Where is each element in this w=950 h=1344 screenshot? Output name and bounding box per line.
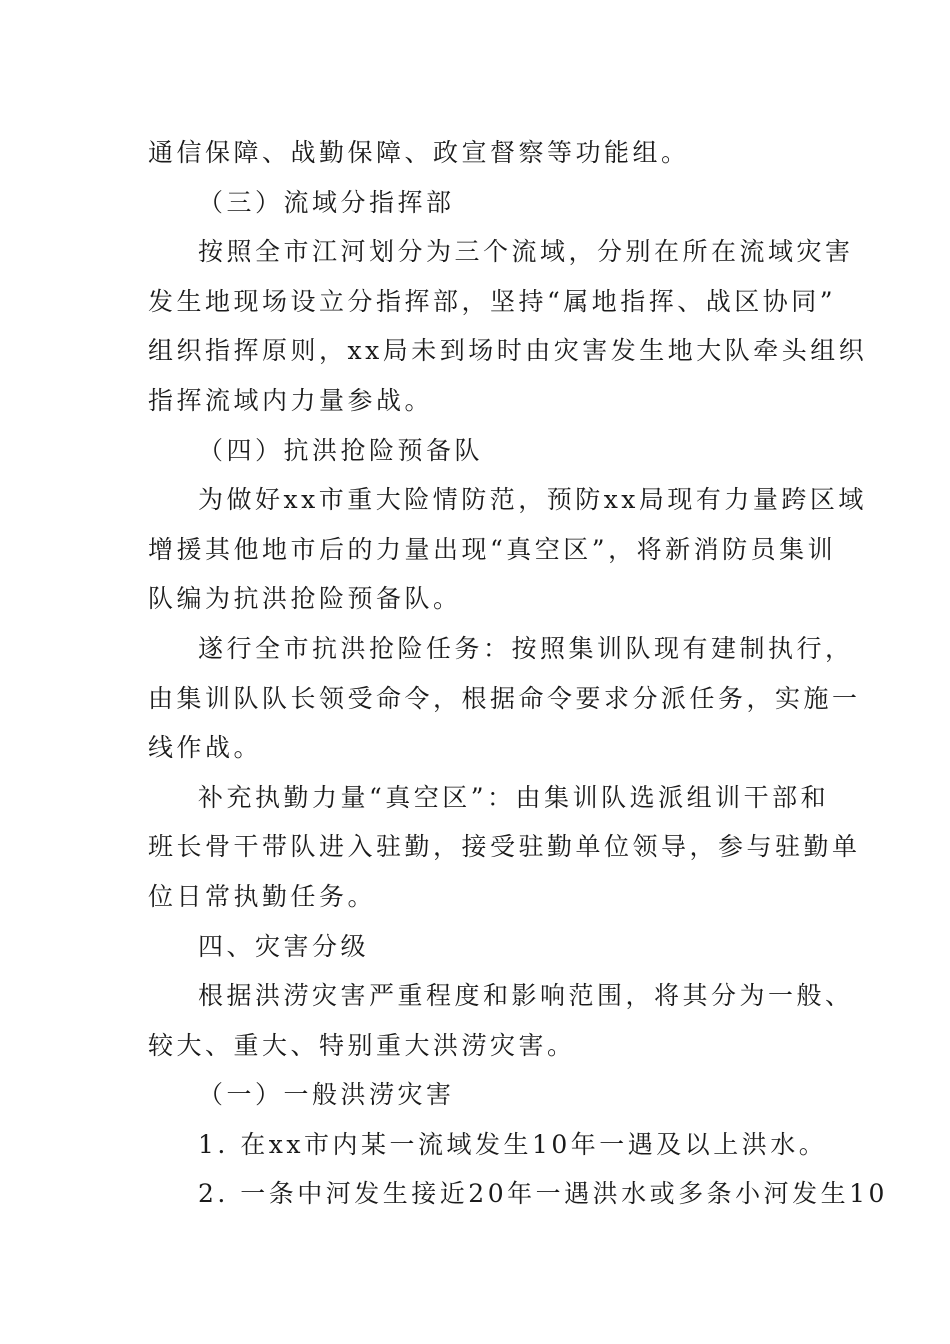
list-item: 2. 一条中河发生接近20年一遇洪水或多条小河发生10 bbox=[198, 1179, 888, 1209]
text-line: 为做好xx市重大险情防范，预防xx局现有力量跨区域 bbox=[198, 485, 867, 515]
text-line: 补充执勤力量“真空区”：由集训队选派组训干部和 bbox=[198, 782, 830, 812]
section-heading: （三）流域分指挥部 bbox=[198, 187, 455, 217]
text-line: 发生地现场设立分指挥部，坚持“属地指挥、战区协同” bbox=[148, 286, 837, 316]
text-line: 指挥流域内力量参战。 bbox=[148, 385, 434, 415]
text-line: 位日常执勤任务。 bbox=[148, 881, 377, 911]
section-heading: 四、灾害分级 bbox=[198, 931, 370, 961]
text-line: 遂行全市抗洪抢险任务：按照集训队现有建制执行， bbox=[198, 633, 854, 663]
text-line: 较大、重大、特别重大洪涝灾害。 bbox=[148, 1030, 576, 1060]
text-line: 组织指挥原则，xx局未到场时由灾害发生地大队牵头组织 bbox=[148, 336, 868, 366]
text-line: 班长骨干带队进入驻勤，接受驻勤单位领导，参与驻勤单 bbox=[148, 832, 861, 862]
text-line: 按照全市江河划分为三个流域，分别在所在流域灾害 bbox=[198, 237, 854, 267]
list-item: 1. 在xx市内某一流域发生10年一遇及以上洪水。 bbox=[198, 1129, 828, 1159]
text-line: 队编为抗洪抢险预备队。 bbox=[148, 584, 462, 614]
document-body bbox=[148, 128, 888, 1219]
text-line: 通信保障、战勤保障、政宣督察等功能组。 bbox=[148, 138, 690, 167]
section-heading: （一）一般洪涝灾害 bbox=[198, 1080, 455, 1110]
text-line: 增援其他地市后的力量出现“真空区”，将新消防员集训 bbox=[148, 534, 837, 564]
text-line: 线作战。 bbox=[148, 733, 263, 763]
text-line: 由集训队队长领受命令，根据命令要求分派任务，实施一 bbox=[148, 683, 861, 713]
section-heading: （四）抗洪抢险预备队 bbox=[198, 435, 484, 465]
text-line: 根据洪涝灾害严重程度和影响范围，将其分为一般、 bbox=[198, 981, 854, 1011]
